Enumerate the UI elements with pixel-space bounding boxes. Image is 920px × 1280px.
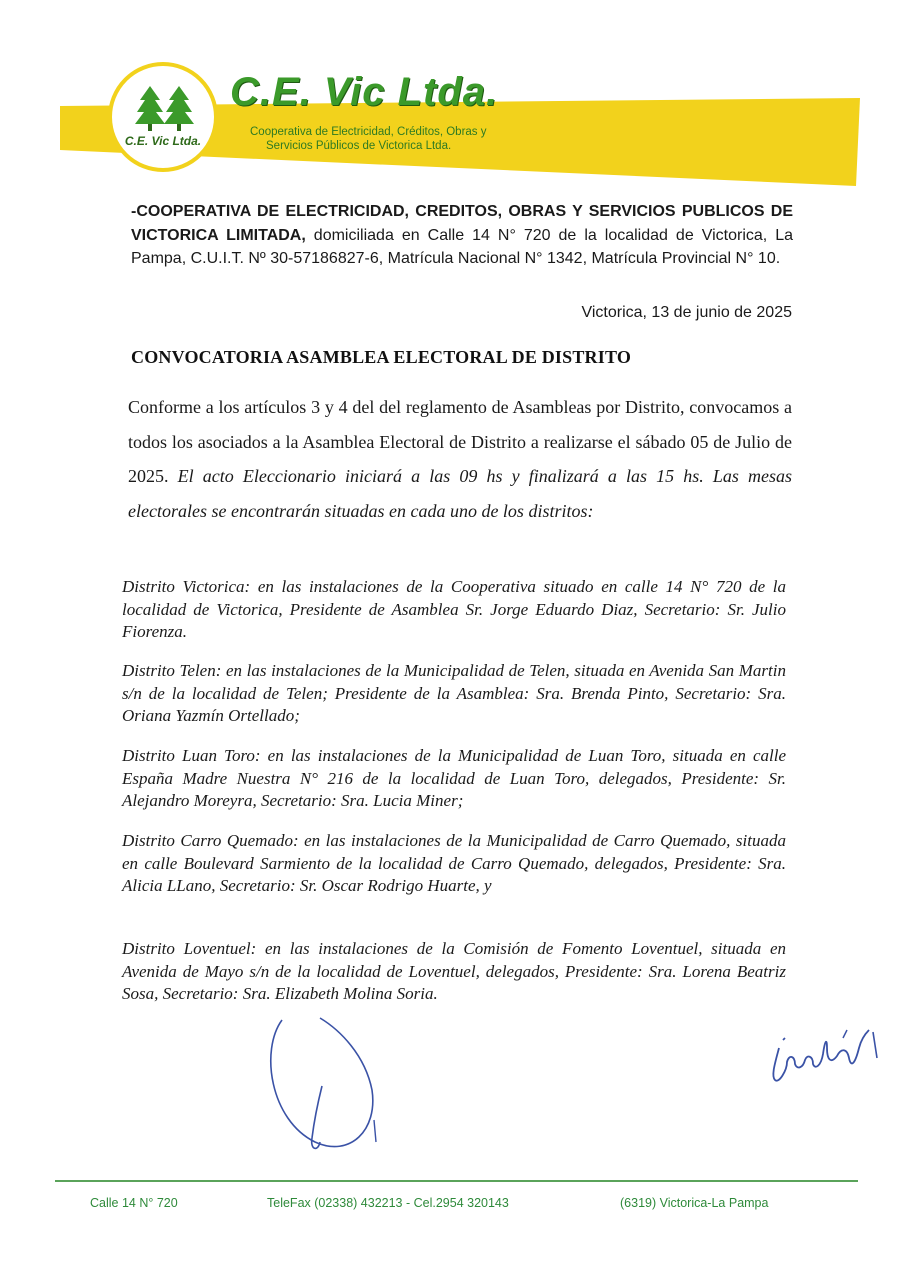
district-luan-toro: Distrito Luan Toro: en las instalaciones de la Municipalidad de Luan Toro, situada en calle España Madre Nuestra N° 216 de la localidad de Luan Toro, delegados, Presidente: Sr. Alejandro Moreyra, Secretario: Sra. Lucia Miner; — [122, 746, 786, 810]
signature-mark — [260, 1010, 400, 1160]
footer-address: Calle 14 N° 720 — [90, 1196, 178, 1210]
page-title: CONVOCATORIA ASAMBLEA ELECTORAL DE DISTRITO — [131, 347, 632, 367]
convocation-text: Conforme a los artículos 3 y 4 del del reglamento de Asambleas por Distrito, convocamos a todos los asociados a la Asamblea Electoral de Distrito a realizarse el sábado 05 de Julio de 2025. — [128, 397, 792, 486]
district-telen: Distrito Telen: en las instalaciones de la Municipalidad de Telen, situada en Avenida San Martin s/n de la localidad de Telen; Presidente de la Asamblea: Sra. Brenda Pinto, Secretario: Sra. Oriana Yazmín Ortellado; — [122, 661, 786, 725]
convocation-paragraph — [128, 390, 792, 528]
footer-divider — [55, 1180, 858, 1182]
district-carro-quemado: Distrito Carro Quemado: en las instalaciones de la Municipalidad de Carro Quemado, situada en calle Boulevard Sarmiento de la localidad de Carro Quemado, delegados, Presidente: Sra. Alicia LLano, Secretario: Sr. Oscar Rodrigo Huarte, y — [122, 831, 786, 895]
brand-name: C.E. Vic Ltda. — [230, 70, 499, 114]
convocation-italic-text: El acto Eleccionario iniciará a las 09 hs y finalizará a las 15 hs. Las mesas electorales se encontrarán situadas en cada uno de los distritos: — [128, 466, 792, 521]
brand-subtitle-line2: Servicios Públicos de Victorica Ltda. — [266, 140, 452, 152]
cooperative-identification — [131, 200, 793, 271]
logo-circle-text: C.E. Vic Ltda. — [124, 134, 202, 148]
initials-mark — [765, 1018, 885, 1088]
cooperative-name: -COOPERATIVA DE ELECTRICIDAD, CREDITOS, OBRAS Y SERVICIOS PUBLICOS DE VICTORICA LIMITADA, — [131, 203, 793, 244]
letterhead — [60, 58, 860, 188]
footer-phone: TeleFax (02338) 432213 - Cel.2954 320143 — [267, 1196, 509, 1210]
district-loventuel: Distrito Loventuel: en las instalaciones de la Comisión de Fomento Loventuel, situada en Avenida de Mayo s/n de la localidad de Loventuel, delegados, Presidente: Sra. Lorena Beatriz Sosa, Secretario: Sra. Elizabeth Molina Soria. — [122, 939, 786, 1003]
footer-location: (6319) Victorica-La Pampa — [620, 1196, 769, 1210]
logo-badge — [108, 62, 218, 172]
district-victorica: Distrito Victorica: en las instalaciones de la Cooperativa situado en calle 14 N° 720 de la localidad de Victorica, Presidente de Asamblea Sr. Jorge Eduardo Diaz, Secretario: Sr. Julio Fiorenza. — [122, 577, 786, 641]
pine-trees-icon — [134, 84, 196, 132]
cooperative-details: domiciliada en Calle 14 N° 720 de la localidad de Victorica, La Pampa, C.U.I.T. Nº 30-57186827-6, Matrícula Nacional N° 1342, Matrícula Provincial N° 10. — [131, 226, 794, 267]
letter-date: Victorica, 13 de junio de 2025 — [581, 304, 792, 321]
brand-subtitle-line1: Cooperativa de Electricidad, Créditos, Obras y — [250, 126, 487, 138]
